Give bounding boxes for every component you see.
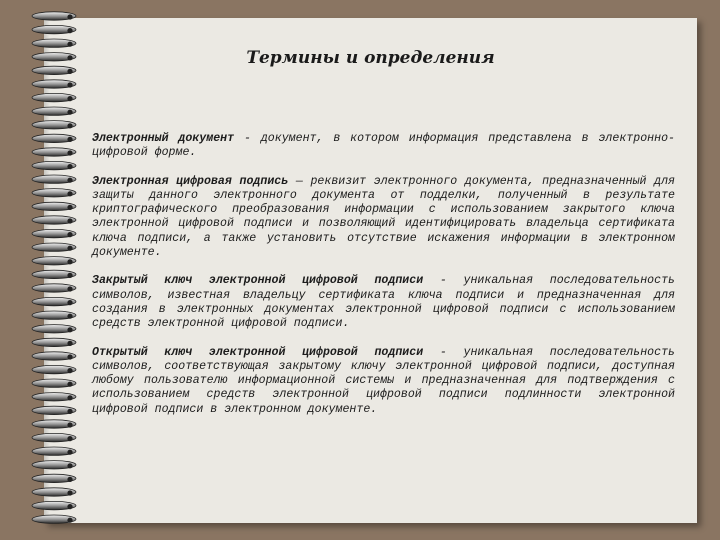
binding-hole [67, 96, 72, 101]
definition-item [92, 346, 675, 417]
binding-hole [67, 314, 72, 319]
binding-hole [67, 178, 72, 183]
binding-hole [67, 477, 72, 482]
binding-hole [67, 504, 72, 509]
definition-item [92, 274, 675, 331]
binding-hole [67, 69, 72, 74]
definition-text: - документ, в котором информация представлена в электронно-цифровой форме. [92, 132, 675, 160]
binding-hole [67, 490, 72, 495]
binding-hole [67, 42, 72, 47]
binding-hole [67, 422, 72, 427]
binding-hole [67, 246, 72, 251]
binding-hole [67, 137, 72, 142]
definition-term: Открытый ключ электронной цифровой подписи [92, 345, 424, 359]
binding-hole [67, 259, 72, 264]
binding-hole [67, 450, 72, 455]
binding-hole [67, 341, 72, 346]
binding-hole [67, 110, 72, 115]
definition-item [92, 175, 675, 261]
binding-hole [67, 518, 72, 523]
binding-hole [67, 382, 72, 387]
binding-hole [67, 354, 72, 359]
binding-hole [67, 164, 72, 169]
binding-hole [67, 463, 72, 468]
binding-hole [67, 14, 72, 19]
definition-text: - уникальная последовательность символов, известная владельцу сертификата ключа подписи и предназначенная для создания в электронных документах электронной цифровой подписи с использованием средств электронной цифровой подписи. [92, 274, 675, 331]
definition-term: Закрытый ключ электронной цифровой подписи [92, 274, 424, 288]
binding-hole [67, 191, 72, 196]
binding-hole [67, 300, 72, 305]
definition-item [92, 132, 675, 161]
definition-term: Электронная цифровая подпись [92, 174, 289, 188]
binding-hole [67, 395, 72, 400]
binding-hole [67, 232, 72, 237]
binding-hole [67, 218, 72, 223]
binding-hole [67, 123, 72, 128]
binding-hole [67, 82, 72, 87]
binding-hole [67, 205, 72, 210]
binding-hole [67, 368, 72, 373]
binding-hole [67, 150, 72, 155]
binding-hole [67, 286, 72, 291]
binding-hole [67, 409, 72, 414]
binding-hole [67, 327, 72, 332]
definition-text: — реквизит электронного документа, предназначенный для защиты данного электронного документа от подделки, полученный в результате криптографического преобразования информации с использованием закрытого ключа электронной цифровой подписи и позволяющий идентифицировать владельца сертификата ключа подписи, а также установить отсутствие искажения информации в электронном документе. [92, 174, 676, 260]
binding-hole [67, 436, 72, 441]
spiral-binding [26, 10, 82, 530]
definition-text: - уникальная последовательность символов, соответствующая закрытому ключу электронной цифровой подписи, доступная любому пользователю информационной системы и предназначенная для подтверждения с использованием средств электронной цифровой подписи подлинности электронной цифровой подписи в электронном документе. [92, 345, 675, 416]
definition-term: Электронный документ [92, 132, 235, 145]
page-title: Термины и определения [246, 48, 495, 68]
binding-hole [67, 28, 72, 33]
definitions-list [92, 132, 675, 431]
binding-hole [67, 273, 72, 278]
